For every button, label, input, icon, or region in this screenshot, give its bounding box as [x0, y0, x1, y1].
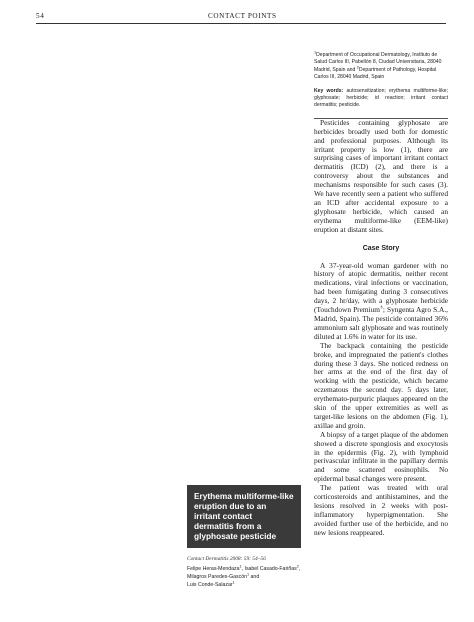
affiliation-sup-1: 1 [314, 50, 317, 55]
case-p1-before-sup: A 37-year-old woman gardener with no history of atopic dermatitis, neither recent medications, viral infections or vaccination, had been fumigating during 3 consecutives days, 2 hr/day, with a glyphosate herbicide (Touchdown Premium [314, 260, 448, 315]
section-title-case-story: Case Story [362, 244, 400, 252]
page-header [36, 10, 446, 24]
affiliation-1: Department of Occupational Dermatology, Instituto de Salud Carlos III, Pabellón 8, Ciudad Universitaria, 28040 Madrid, Spain and [314, 52, 442, 73]
case-paragraph-2: The backpack containing the pesticide broke, and impregnated the patient's clothes during these 3 days. She noticed redness on her arms at the end of the first day of working with the pesticide, which became eczematous the second day. 5 days later, erythemato-purpuric plaques appeared on the skin of the upper extremities as well as target-like lesions on the abdomen (Fig. 1), axillae and groin. [314, 340, 448, 430]
article-title-box [187, 485, 301, 548]
author-name: Milagros Paredes-Gascón [187, 573, 247, 580]
journal-citation: Contact Dermatitis 2008: 59: 54–56 [187, 556, 266, 562]
case-paragraph-1 [314, 262, 448, 342]
case-paragraph-3: A biopsy of a target plaque of the abdomen showed a discrete spongiosis and exocytosis in the epidermis (Fig. 2), with lymphoid perivascular infiltrate in the papillary dermis and some scattered eosinophils. No epidermal basal changes were present. [314, 429, 448, 484]
keywords [314, 88, 448, 110]
article-title: Erythema multiforme-like eruption due to an irritant contact dermatitis from a glyphosate pesticide [194, 491, 294, 541]
header-rule [36, 23, 446, 24]
right-column [314, 52, 448, 538]
affiliations [314, 52, 448, 82]
journal-running-title: CONTACT POINTS [208, 12, 277, 20]
case-paragraph-4: The patient was treated with oral corticosteroids and antihistamines, and the lesions resolved in 2 weeks with post-inflammatory hyperpigmentation. She avoided further use of the herbicide, and no new lesions reappeared. [314, 483, 448, 537]
affiliation-2: Department of Pathology, Hospital Carlos III, 28040 Madrid, Spain [314, 66, 437, 81]
author-sup: 1 [239, 564, 242, 569]
authors-line [187, 566, 307, 589]
author-sep: and [249, 573, 260, 580]
author-sup: 2 [296, 564, 299, 569]
case-p1-after-sup: ; Syngenta Agro S.A., Madrid, Spain). The pesticide contained 36% ammonium salt glyphosate and was routinely diluted at 1.6% in water for its use. [314, 305, 448, 341]
registered-mark: ® [380, 305, 383, 310]
author-name: Isabel Casado-Fariñas [244, 566, 297, 572]
keywords-text: autosensitization; erythema multiforme-like; glyphosate; herbicide; id reaction; irritant contact dermatitis; pesticide. [314, 87, 448, 109]
author-list [187, 566, 307, 589]
author-sep: , [298, 566, 301, 572]
author-name: Luis Conde-Salazar [187, 581, 233, 588]
author-sup: 1 [232, 579, 235, 584]
author-sup: 1 [246, 572, 250, 577]
page-number: 54 [36, 12, 45, 20]
author-sep: , [241, 566, 245, 572]
affiliation-text [314, 52, 448, 82]
intro-paragraph: Pesticides containing glyphosate are herbicides broadly used both for domestic and professional purposes. Although its irritant property is low (1), there are surprising cases of important irritant contact dermatitis (ICD) (2), and there is a controversy about the substances and mechanisms responsible for such cases (3). We have recently seen a patient who suffered an ICD after accidental exposure to a glyphosate herbicide, which caused an erythema multiforme-like (EEM-like) eruption at distant sites. [314, 117, 448, 234]
author-name: Felipe Heras-Mendaza [187, 566, 240, 572]
keywords-label: Key words: [314, 87, 344, 94]
affiliation-sup-2: 2 [356, 65, 359, 70]
article-body [314, 119, 448, 538]
